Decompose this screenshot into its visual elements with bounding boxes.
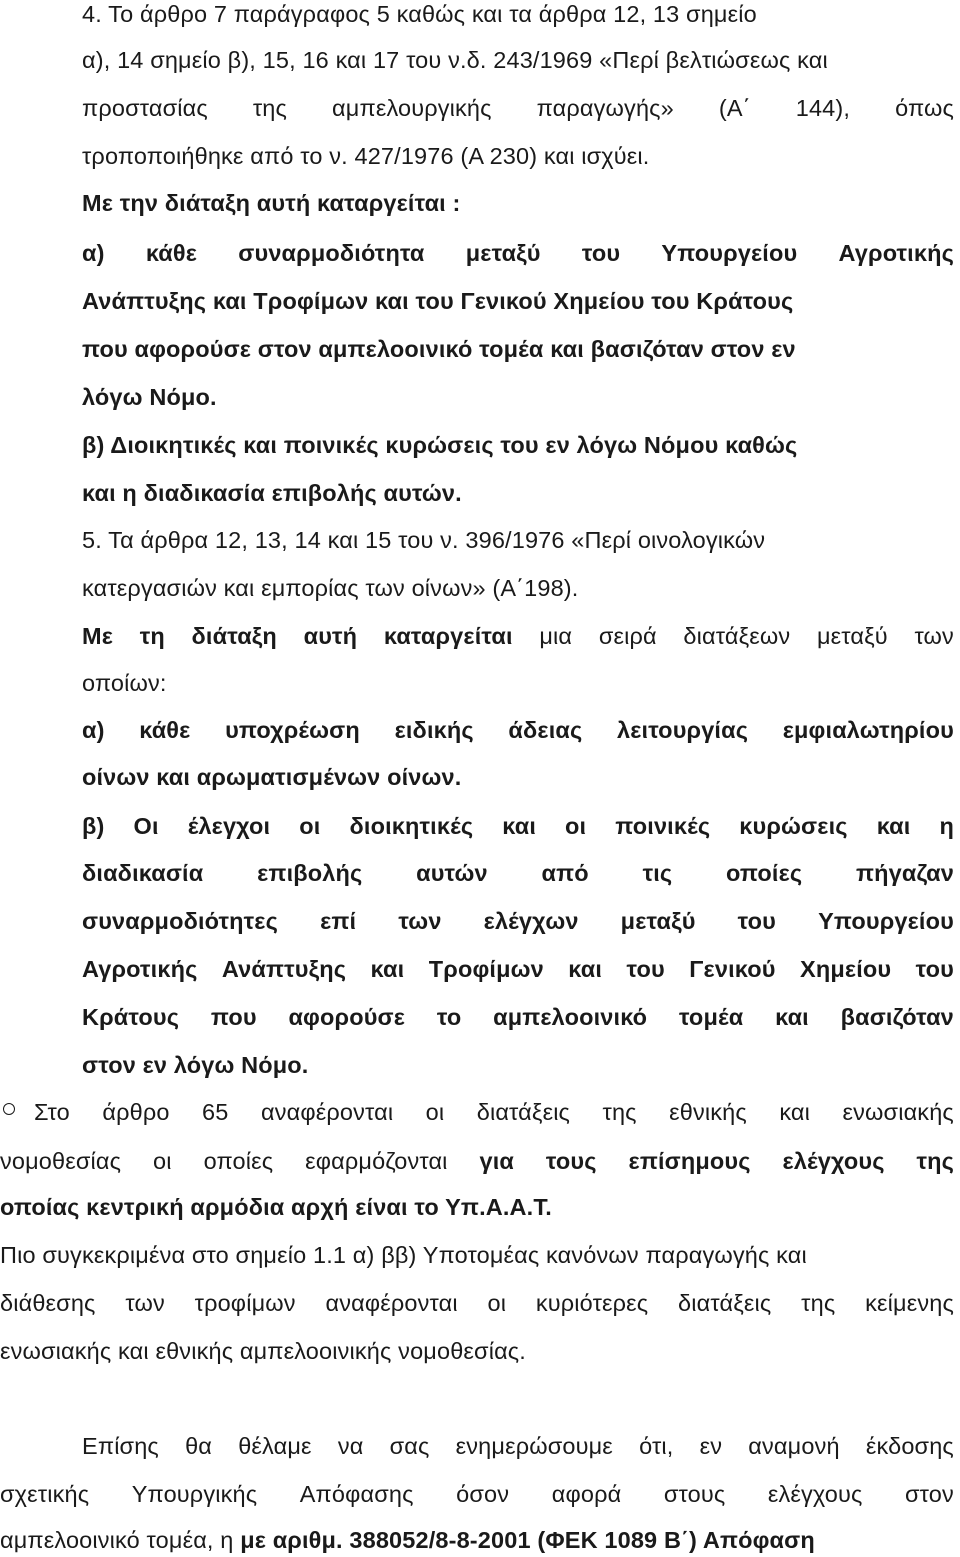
word: διοικητικές [349,813,474,839]
word: ενημερώσουμε [455,1433,613,1459]
word: διαδικασία [82,860,204,886]
item4-abolish-intro: Με την διάταξη αυτή καταργείται : [82,190,461,216]
item5-b-line5 [82,1003,954,1031]
word: η [939,813,954,839]
word: κυρώσεις [739,813,848,839]
word: Κράτους [82,1004,180,1030]
word: συναρμοδιότητες [82,908,278,934]
item5-abolish-line2: οποίων: [82,670,167,696]
word: ποινικές [615,813,711,839]
word: άδειας [508,717,583,743]
word: εμφιαλωτηρίου [782,717,954,743]
word: του [915,956,954,982]
word: προστασίας [82,95,208,121]
word: Με [82,623,114,649]
word: να [337,1433,364,1459]
word: Οι [133,813,159,839]
article65-line2 [0,1147,954,1175]
closing-line1 [82,1432,954,1460]
word: των [125,1290,165,1316]
word: επίσημους [628,1148,751,1174]
item5-b-line2 [82,859,954,887]
word: αμπελοοινικό [493,1004,648,1030]
word: το [436,1004,462,1030]
word: εφαρμόζονται [305,1148,448,1174]
word: εν [699,1433,723,1459]
item5-b-line4 [82,955,954,983]
word: στους [663,1481,726,1507]
word: διατάξεις [476,1099,571,1125]
word: οι [425,1099,445,1125]
item5-b-line6: στον εν λόγω Νόμο. [82,1052,309,1078]
word: ελέγχων [483,908,579,934]
word: τη [139,623,165,649]
word: του [581,240,621,266]
word: των [398,908,442,934]
word: Υπουργικής [131,1481,258,1507]
closing-line3 [0,1526,815,1554]
closing-line3-bold: με αριθμ. 388052/8-8-2001 (ΦΕΚ 1089 Β΄) Απόφαση [240,1527,815,1553]
word: και [775,1004,809,1030]
item4-line2: α), 14 σημείο β), 15, 16 και 17 του ν.δ. 243/1969 «Περί βελτιώσεως και [82,47,828,73]
word: και [568,956,603,982]
word: και [779,1099,811,1125]
word: ελέγχους [767,1481,863,1507]
word: της [252,95,287,121]
item5-abolish-line1 [82,622,954,650]
word: σας [389,1433,430,1459]
word: ελέγχους [782,1148,885,1174]
word: άρθρο [102,1099,170,1125]
word: οποίες [726,860,803,886]
word: κείμενης [865,1290,954,1316]
word: κάθε [139,717,191,743]
word: 65 [202,1099,229,1125]
item5-a-line1 [82,716,954,744]
word: διατάξεων [683,623,791,649]
word: των [914,623,954,649]
article65-line1 [34,1098,954,1126]
word: 144), [795,95,851,121]
word: θα [185,1433,213,1459]
word: μια [539,623,573,649]
item4-a-line4: λόγω Νόμο. [82,384,217,410]
word: αυτών [416,860,488,886]
word: θέλαμε [238,1433,312,1459]
item4-line4: τροποποιήθηκε από το ν. 427/1976 (Α 230) και ισχύει. [82,143,650,169]
word: Τροφίμων [428,956,544,982]
closing-line2 [0,1480,954,1508]
word: του [626,956,665,982]
word: όπως [895,95,954,121]
word: διάταξη [191,623,277,649]
word: αμπελουργικής [332,95,492,121]
item4-b-line2: και η διαδικασία επιβολής αυτών. [82,480,462,506]
article65-p1-line2 [0,1289,954,1317]
bullet-icon [3,1103,15,1115]
word: κάθε [145,240,198,266]
word: Γενικού [689,956,776,982]
word: παραγωγής» [536,95,674,121]
word: (Α΄ [718,95,751,121]
item4-line1: 4. Το άρθρο 7 παράγραφος 5 καθώς και τα άρθρα 12, 13 σημείο [82,1,757,27]
word: αναφέρονται [325,1290,458,1316]
item4-a-line3: που αφορούσε στον αμπελοοινικό τομέα και βασιζόταν στον εν [82,336,796,362]
item4-b-line1: β) Διοικητικές και ποινικές κυρώσεις του εν λόγω Νόμου καθώς [82,432,798,458]
word: τις [642,860,673,886]
word: της [916,1148,954,1174]
item5-line2: κατεργασιών και εμπορίας των οίνων» (Α΄198). [82,575,579,601]
word: αφορά [551,1481,622,1507]
word: καταργείται [383,623,513,649]
word: μεταξύ [465,240,541,266]
word: β) [82,813,105,839]
word: Αγροτικής [838,240,954,266]
word: οι [487,1290,507,1316]
word: υποχρέωση [225,717,360,743]
word: τομέα [678,1004,744,1030]
word: της [801,1290,836,1316]
item5-b-line3 [82,907,954,935]
closing-line3-normal: αμπελοοινικό τομέα, η [0,1527,241,1553]
word: της [602,1099,637,1125]
item4-a-line1 [82,239,954,267]
word: Υπουργείου [661,240,798,266]
word: Απόφασης [299,1481,414,1507]
article65-line3: οποίας κεντρική αρμόδια αρχή είναι το Υπ.Α.Α.Τ. [0,1194,552,1220]
word: οι [153,1148,172,1174]
word: οποίες [203,1148,274,1174]
word: ενωσιακής [842,1099,954,1125]
word: και [502,813,536,839]
word: εθνικής [669,1099,747,1125]
item5-a-line2: οίνων και αρωματισμένων οίνων. [82,764,462,790]
word: οι [299,813,321,839]
word: που [210,1004,257,1030]
item4-a-line2: Ανάπτυξης και Τροφίμων και του Γενικού Χημείου του Κράτους [82,288,794,314]
word: έλεγχοι [187,813,271,839]
article65-p1-line3: ενωσιακής και εθνικής αμπελοοινικής νομοθεσίας. [0,1338,526,1364]
word: α) [82,717,105,743]
word: βασιζόταν [840,1004,954,1030]
word: αφορούσε [288,1004,406,1030]
word: Στο [34,1099,70,1125]
word: σειρά [598,623,657,649]
word: Επίσης [82,1433,159,1459]
word: έκδοσης [865,1433,954,1459]
word: α) [82,240,105,266]
word: Ανάπτυξης [221,956,347,982]
word: Αγροτικής [82,956,198,982]
word: για [479,1148,514,1174]
word: ειδικής [394,717,474,743]
item5-line1: 5. Τα άρθρα 12, 13, 14 και 15 του ν. 396/1976 «Περί οινολογικών [82,527,766,553]
word: επιβολής [257,860,363,886]
article65-p1-line1: Πιο συγκεκριμένα στο σημείο 1.1 α) ββ) Υποτομέας κανόνων παραγωγής και [0,1242,807,1268]
word: πήγαζαν [856,860,954,886]
word: στον [905,1481,954,1507]
word: αυτή [303,623,358,649]
word: κυριότερες [535,1290,649,1316]
word: διατάξεις [678,1290,772,1316]
word: όσον [456,1481,510,1507]
word: ότι, [639,1433,674,1459]
word: διάθεσης [0,1290,96,1316]
word: συναρμοδιότητα [238,240,425,266]
word: οι [565,813,587,839]
item4-line3 [82,94,954,122]
word: μεταξύ [620,908,696,934]
word: και [876,813,911,839]
word: λειτουργίας [617,717,749,743]
word: Χημείου [800,956,892,982]
word: και [370,956,405,982]
word: του [737,908,776,934]
word: από [541,860,589,886]
word: μεταξύ [816,623,888,649]
word: επί [320,908,357,934]
word: Υπουργείου [818,908,954,934]
word: αναμονή [748,1433,840,1459]
word: σχετικής [0,1481,90,1507]
item5-b-line1 [82,812,954,840]
word: τους [545,1148,597,1174]
word: αναφέρονται [260,1099,394,1125]
word: νομοθεσίας [0,1148,122,1174]
word: τροφίμων [194,1290,296,1316]
